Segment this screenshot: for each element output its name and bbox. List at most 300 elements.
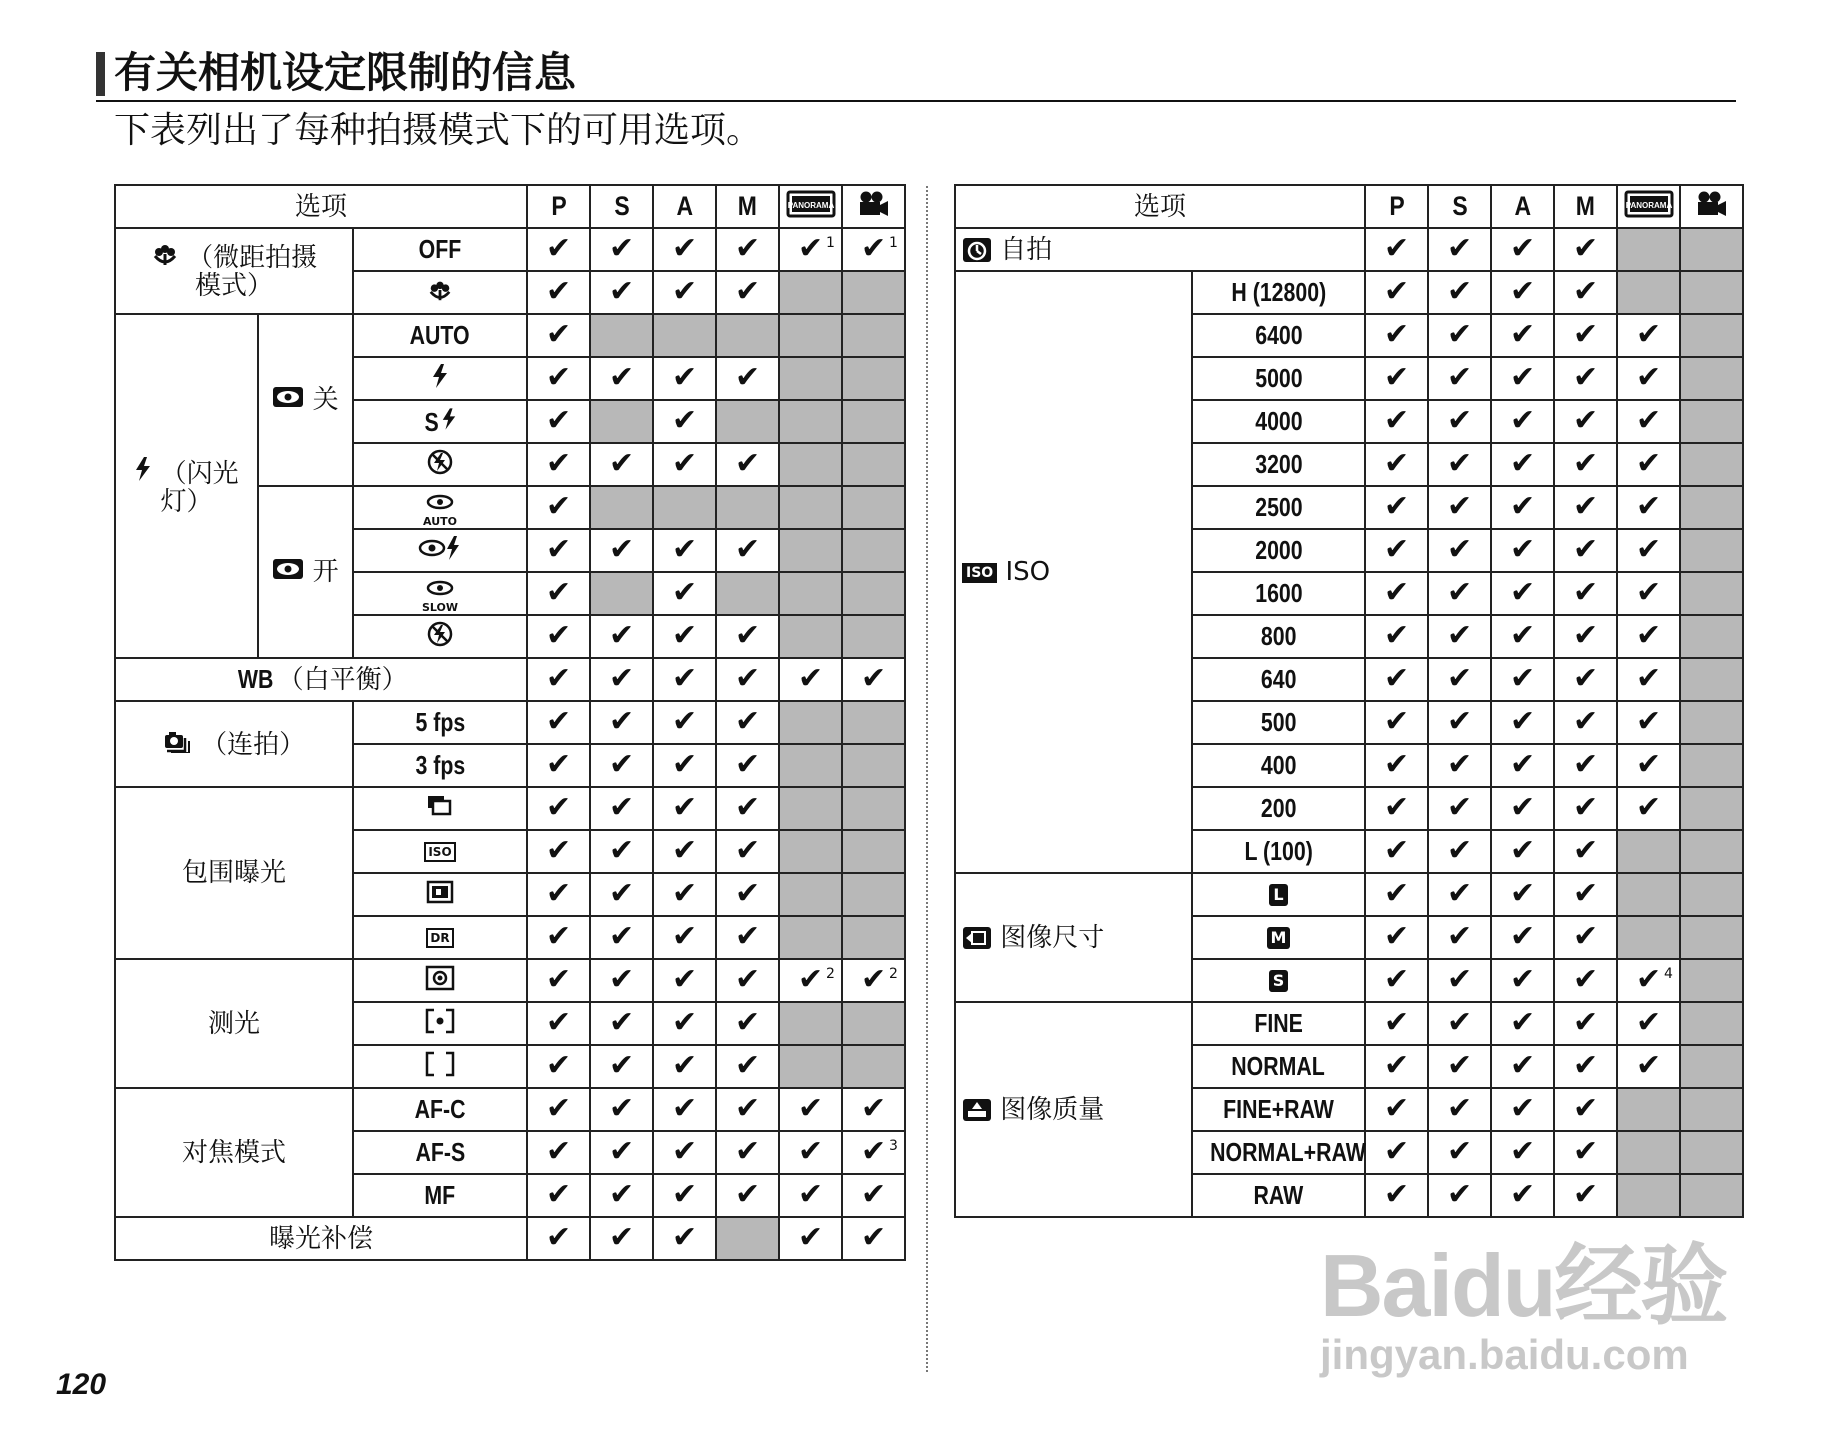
check-mark: ✔ — [1509, 919, 1536, 954]
iso-label-text: ISO — [1005, 557, 1051, 587]
check-mark: ✔ — [1635, 489, 1662, 524]
unavailable-cell-movie — [1680, 228, 1743, 271]
available-cell-m — [1554, 486, 1617, 529]
panorama-icon — [1617, 185, 1680, 228]
check-mark: ✔ — [1446, 704, 1473, 739]
check-mark: ✔ — [608, 790, 635, 825]
option-header: 选项 — [115, 185, 527, 228]
quality-value: NORMAL — [1192, 1045, 1365, 1088]
available-cell-a — [1491, 701, 1554, 744]
image-quality-label — [955, 1002, 1192, 1217]
unavailable-cell-movie — [842, 271, 905, 314]
check-mark: ✔ — [734, 231, 761, 266]
check-mark: ✔ — [1383, 618, 1410, 653]
available-cell-a — [653, 959, 716, 1002]
available-cell-m — [1554, 314, 1617, 357]
unavailable-cell-s — [590, 486, 653, 529]
unavailable-cell-panorama — [1617, 873, 1680, 916]
iso-value: 2000 — [1192, 529, 1365, 572]
check-mark: ✔ — [1446, 919, 1473, 954]
available-cell-a — [1491, 486, 1554, 529]
flash-off-icon — [353, 443, 527, 486]
available-cell-panorama — [1617, 701, 1680, 744]
available-cell-m — [1554, 744, 1617, 787]
check-mark: ✔ — [1572, 704, 1599, 739]
check-mark: ✔ — [1446, 1091, 1473, 1126]
available-cell-a — [1491, 529, 1554, 572]
available-cell-p — [1365, 486, 1428, 529]
check-mark: ✔ — [1446, 1134, 1473, 1169]
check-mark: ✔ — [671, 575, 698, 610]
check-mark: ✔ — [1383, 1048, 1410, 1083]
unavailable-cell-movie — [842, 357, 905, 400]
flash-off-icon — [353, 615, 527, 658]
available-cell-a — [1491, 572, 1554, 615]
check-mark: ✔ — [734, 446, 761, 481]
check-mark: ✔ — [1635, 1005, 1662, 1040]
unavailable-cell-movie — [1680, 615, 1743, 658]
available-cell-m — [1554, 271, 1617, 314]
footnote-mark: 2 — [888, 966, 898, 982]
check-mark: ✔ — [1572, 833, 1599, 868]
available-cell-p — [527, 400, 590, 443]
check-mark: ✔ — [1509, 833, 1536, 868]
check-mark: ✔ — [608, 833, 635, 868]
unavailable-cell-panorama — [779, 744, 842, 787]
image-quality-row — [955, 1002, 1743, 1045]
available-cell-s — [590, 1002, 653, 1045]
check-mark: ✔ — [1509, 962, 1536, 997]
check-mark: ✔ — [1509, 403, 1536, 438]
condition-off: OFF — [353, 228, 527, 271]
available-cell-s — [1428, 658, 1491, 701]
focus-mode-label: 对焦模式 — [115, 1088, 353, 1217]
check-mark: ✔ — [1509, 1005, 1536, 1040]
check-mark: ✔ — [671, 403, 698, 438]
check-mark: ✔ — [1446, 661, 1473, 696]
flash-icon — [134, 456, 152, 482]
check-mark: ✔ — [1509, 489, 1536, 524]
self-timer-row — [955, 228, 1743, 271]
available-cell-s — [590, 1045, 653, 1088]
spot-metering-icon — [353, 1002, 527, 1045]
mode-header-a: A — [653, 185, 716, 228]
check-mark: ✔ — [1635, 661, 1662, 696]
check-mark: ✔ — [1446, 962, 1473, 997]
available-cell-p — [1365, 400, 1428, 443]
unavailable-cell-movie — [842, 572, 905, 615]
available-cell-m — [716, 529, 779, 572]
available-cell-a — [653, 443, 716, 486]
available-cell-s — [1428, 572, 1491, 615]
available-cell-panorama — [779, 1131, 842, 1174]
available-cell-p — [527, 529, 590, 572]
check-mark: ✔ — [671, 1091, 698, 1126]
available-cell-s — [1428, 1045, 1491, 1088]
check-mark: ✔ — [1572, 489, 1599, 524]
unavailable-cell-movie — [1680, 529, 1743, 572]
available-cell-p — [527, 744, 590, 787]
exposure-comp-label: 曝光补偿 — [115, 1217, 527, 1260]
average-metering-icon — [353, 1045, 527, 1088]
available-cell-m — [1554, 1045, 1617, 1088]
check-mark: ✔ — [860, 1091, 887, 1126]
check-mark: ✔ — [1383, 962, 1410, 997]
unavailable-cell-panorama — [1617, 1174, 1680, 1217]
available-cell-p — [1365, 1131, 1428, 1174]
unavailable-cell-movie — [842, 787, 905, 830]
available-cell-s — [1428, 357, 1491, 400]
check-mark: ✔ — [734, 790, 761, 825]
available-cell-p — [1365, 701, 1428, 744]
available-cell-p — [1365, 443, 1428, 486]
check-mark: ✔ — [1509, 618, 1536, 653]
footnote-mark: 1 — [888, 235, 898, 251]
check-mark: ✔ — [1509, 1091, 1536, 1126]
check-mark: ✔ — [1572, 618, 1599, 653]
available-cell-m — [1554, 357, 1617, 400]
available-cell-p — [1365, 787, 1428, 830]
unavailable-cell-movie — [842, 744, 905, 787]
available-cell-movie — [842, 1174, 905, 1217]
check-mark: ✔ — [545, 833, 572, 868]
check-mark: ✔ — [1635, 790, 1662, 825]
iso-row — [955, 271, 1743, 314]
check-mark: ✔ — [608, 360, 635, 395]
available-cell-movie — [842, 1217, 905, 1260]
check-mark: ✔ — [608, 446, 635, 481]
unavailable-cell-movie — [842, 486, 905, 529]
quality-value: FINE+RAW — [1192, 1088, 1365, 1131]
unavailable-cell-movie — [842, 701, 905, 744]
image-quality-label-text: 图像质量 — [1000, 1094, 1105, 1125]
available-cell-m — [716, 228, 779, 271]
check-mark: ✔ — [1383, 790, 1410, 825]
check-mark: ✔ 2 — [797, 962, 835, 997]
available-cell-m — [716, 615, 779, 658]
check-mark: ✔ — [608, 704, 635, 739]
available-cell-m — [1554, 916, 1617, 959]
iso-value: 1600 — [1192, 572, 1365, 615]
available-cell-p — [527, 1174, 590, 1217]
check-mark: ✔ — [1572, 747, 1599, 782]
available-cell-a — [653, 830, 716, 873]
red-eye-icon — [272, 558, 304, 580]
mode-header-p: P — [527, 185, 590, 228]
available-cell-s — [1428, 701, 1491, 744]
check-mark: ✔ — [1572, 919, 1599, 954]
available-cell-panorama — [1617, 787, 1680, 830]
available-cell-s — [1428, 744, 1491, 787]
check-mark: ✔ — [734, 1048, 761, 1083]
iso-value: 6400 — [1192, 314, 1365, 357]
check-mark: ✔ — [1446, 1177, 1473, 1212]
available-cell-p — [1365, 271, 1428, 314]
condition-afc: AF-C — [353, 1088, 527, 1131]
available-cell-p — [527, 873, 590, 916]
available-cell-p — [1365, 830, 1428, 873]
unavailable-cell-movie — [1680, 916, 1743, 959]
unavailable-cell-a — [653, 314, 716, 357]
check-mark: ✔ — [1572, 1177, 1599, 1212]
check-mark: ✔ — [1383, 1005, 1410, 1040]
available-cell-a — [1491, 916, 1554, 959]
iso-value: 200 — [1192, 787, 1365, 830]
available-cell-s — [1428, 400, 1491, 443]
check-mark: ✔ 3 — [860, 1134, 898, 1169]
footnote-mark: 1 — [825, 235, 835, 251]
available-cell-m — [716, 873, 779, 916]
unavailable-cell-panorama — [779, 830, 842, 873]
unavailable-cell-movie — [1680, 830, 1743, 873]
available-cell-panorama — [1617, 1045, 1680, 1088]
check-mark: ✔ — [1572, 403, 1599, 438]
check-mark: ✔ — [671, 618, 698, 653]
check-mark: ✔ — [545, 317, 572, 352]
unavailable-cell-movie — [1680, 658, 1743, 701]
check-mark: ✔ — [671, 1005, 698, 1040]
unavailable-cell-movie — [1680, 443, 1743, 486]
check-mark: ✔ — [1446, 274, 1473, 309]
ae-bracketing-icon — [353, 787, 527, 830]
check-mark: ✔ — [1572, 1091, 1599, 1126]
check-mark: ✔ — [1509, 446, 1536, 481]
available-cell-p — [527, 1088, 590, 1131]
column-divider — [926, 186, 928, 1372]
iso-value: 3200 — [1192, 443, 1365, 486]
available-cell-m — [716, 1174, 779, 1217]
footnote-mark: 3 — [888, 1138, 898, 1154]
check-mark: ✔ — [1383, 403, 1410, 438]
available-cell-p — [527, 572, 590, 615]
check-mark: ✔ — [734, 747, 761, 782]
unavailable-cell-movie — [842, 529, 905, 572]
check-mark: ✔ — [734, 532, 761, 567]
available-cell-a — [1491, 959, 1554, 1002]
available-cell-p — [527, 959, 590, 1002]
size-large-icon: L — [1192, 873, 1365, 916]
unavailable-cell-panorama — [779, 529, 842, 572]
check-mark: ✔ — [671, 919, 698, 954]
check-mark: ✔ — [1446, 833, 1473, 868]
available-cell-panorama — [1617, 572, 1680, 615]
mode-header-m: M — [1554, 185, 1617, 228]
continuous-shooting-icon — [163, 729, 193, 753]
unavailable-cell-m — [716, 400, 779, 443]
image-quality-section — [955, 1002, 1743, 1217]
right-options-table — [954, 184, 1744, 1218]
available-cell-panorama — [1617, 357, 1680, 400]
available-cell-s — [590, 701, 653, 744]
available-cell-s — [590, 873, 653, 916]
check-mark: ✔ — [671, 1048, 698, 1083]
metering-label: 测光 — [115, 959, 353, 1088]
condition-5fps: 5 fps — [353, 701, 527, 744]
check-mark: ✔ — [671, 274, 698, 309]
available-cell-p — [1365, 744, 1428, 787]
red-eye-flash-icon — [353, 529, 527, 572]
check-mark: ✔ — [1383, 833, 1410, 868]
check-mark: ✔ — [608, 618, 635, 653]
check-mark: ✔ — [1572, 962, 1599, 997]
available-cell-m — [716, 787, 779, 830]
burst-row-5fps — [115, 701, 905, 744]
check-mark: ✔ — [545, 532, 572, 567]
available-cell-s — [1428, 1174, 1491, 1217]
available-cell-p — [527, 1217, 590, 1260]
check-mark: ✔ — [734, 661, 761, 696]
available-cell-s — [1428, 830, 1491, 873]
quality-value: RAW — [1192, 1174, 1365, 1217]
unavailable-cell-panorama — [779, 572, 842, 615]
available-cell-a — [653, 1174, 716, 1217]
check-mark: ✔ — [608, 1177, 635, 1212]
available-cell-p — [527, 486, 590, 529]
available-cell-a — [653, 1045, 716, 1088]
check-mark: ✔ — [1446, 532, 1473, 567]
available-cell-a — [653, 1217, 716, 1260]
available-cell-m — [716, 357, 779, 400]
available-cell-a — [653, 658, 716, 701]
unavailable-cell-movie — [1680, 486, 1743, 529]
check-mark: ✔ — [797, 1220, 824, 1255]
title-area — [96, 48, 1736, 102]
available-cell-m — [1554, 1131, 1617, 1174]
available-cell-movie — [842, 228, 905, 271]
check-mark: ✔ — [545, 1091, 572, 1126]
unavailable-cell-panorama — [1617, 1088, 1680, 1131]
available-cell-s — [590, 228, 653, 271]
quality-value: FINE — [1192, 1002, 1365, 1045]
available-cell-a — [653, 787, 716, 830]
check-mark: ✔ — [671, 446, 698, 481]
available-cell-m — [1554, 1088, 1617, 1131]
unavailable-cell-movie — [842, 873, 905, 916]
available-cell-p — [527, 658, 590, 701]
unavailable-cell-panorama — [1617, 1131, 1680, 1174]
check-mark: ✔ — [1572, 1134, 1599, 1169]
check-mark: ✔ — [608, 1134, 635, 1169]
iso-value: H (12800) — [1192, 271, 1365, 314]
dr-bracketing-icon: DR — [353, 916, 527, 959]
footnote-mark: 2 — [825, 966, 835, 982]
check-mark: ✔ — [1509, 1177, 1536, 1212]
unavailable-cell-panorama — [779, 701, 842, 744]
check-mark: ✔ — [1509, 747, 1536, 782]
available-cell-p — [527, 1131, 590, 1174]
unavailable-cell-panorama — [1617, 916, 1680, 959]
check-mark: ✔ — [1383, 231, 1410, 266]
available-cell-p — [527, 830, 590, 873]
available-cell-m — [716, 701, 779, 744]
available-cell-a — [653, 744, 716, 787]
macro-flower-icon — [151, 242, 179, 266]
header-row — [955, 185, 1743, 228]
available-cell-panorama — [779, 1088, 842, 1131]
available-cell-a — [1491, 658, 1554, 701]
check-mark: ✔ — [1383, 876, 1410, 911]
check-mark: ✔ — [545, 1005, 572, 1040]
iso-value: 800 — [1192, 615, 1365, 658]
check-mark: ✔ — [1383, 661, 1410, 696]
unavailable-cell-movie — [842, 1002, 905, 1045]
check-mark: ✔ — [1446, 575, 1473, 610]
size-medium-icon: M — [1192, 916, 1365, 959]
unavailable-cell-a — [653, 486, 716, 529]
available-cell-a — [653, 1131, 716, 1174]
unavailable-cell-movie — [1680, 744, 1743, 787]
macro-label-line1: （微距拍摄 — [187, 243, 318, 273]
footnote-mark: 4 — [1663, 966, 1673, 982]
check-mark: ✔ — [671, 661, 698, 696]
unavailable-cell-movie — [1680, 314, 1743, 357]
available-cell-panorama — [1617, 1002, 1680, 1045]
check-mark: ✔ — [1572, 1048, 1599, 1083]
available-cell-s — [1428, 271, 1491, 314]
mode-header-p: P — [1365, 185, 1428, 228]
check-mark: ✔ — [734, 876, 761, 911]
unavailable-cell-panorama — [779, 271, 842, 314]
focus-row-afc — [115, 1088, 905, 1131]
unavailable-cell-m — [716, 572, 779, 615]
mode-header-s: S — [1428, 185, 1491, 228]
check-mark: ✔ — [1383, 1134, 1410, 1169]
available-cell-s — [590, 959, 653, 1002]
check-mark: ✔ — [671, 1177, 698, 1212]
check-mark: ✔ — [1383, 1177, 1410, 1212]
check-mark: ✔ — [608, 962, 635, 997]
check-mark: ✔ — [734, 962, 761, 997]
check-mark: ✔ — [734, 1091, 761, 1126]
check-mark: ✔ — [734, 618, 761, 653]
available-cell-s — [590, 830, 653, 873]
available-cell-m — [716, 1131, 779, 1174]
available-cell-panorama — [1617, 314, 1680, 357]
available-cell-a — [1491, 873, 1554, 916]
check-mark: ✔ — [608, 661, 635, 696]
check-mark: ✔ — [608, 1091, 635, 1126]
available-cell-p — [1365, 658, 1428, 701]
check-mark: ✔ — [1383, 489, 1410, 524]
available-cell-panorama — [1617, 529, 1680, 572]
available-cell-a — [1491, 830, 1554, 873]
available-cell-m — [1554, 1002, 1617, 1045]
condition-auto: AUTO — [353, 314, 527, 357]
check-mark: ✔ — [1383, 919, 1410, 954]
flash-label-line1: （闪光 — [160, 459, 239, 489]
available-cell-p — [1365, 228, 1428, 271]
unavailable-cell-panorama — [779, 1002, 842, 1045]
check-mark: ✔ — [797, 1177, 824, 1212]
condition-mf: MF — [353, 1174, 527, 1217]
check-mark: ✔ — [1635, 575, 1662, 610]
unavailable-cell-panorama — [1617, 271, 1680, 314]
check-mark: ✔ — [1383, 704, 1410, 739]
check-mark: ✔ — [671, 360, 698, 395]
check-mark: ✔ — [608, 747, 635, 782]
unavailable-cell-s — [590, 400, 653, 443]
available-cell-s — [1428, 959, 1491, 1002]
check-mark: ✔ — [671, 747, 698, 782]
available-cell-panorama — [1617, 443, 1680, 486]
image-size-label: 图像尺寸 — [955, 873, 1192, 1002]
check-mark: ✔ — [545, 876, 572, 911]
available-cell-s — [590, 658, 653, 701]
available-cell-a — [1491, 1002, 1554, 1045]
check-mark: ✔ — [1572, 532, 1599, 567]
available-cell-m — [1554, 572, 1617, 615]
available-cell-m — [1554, 400, 1617, 443]
